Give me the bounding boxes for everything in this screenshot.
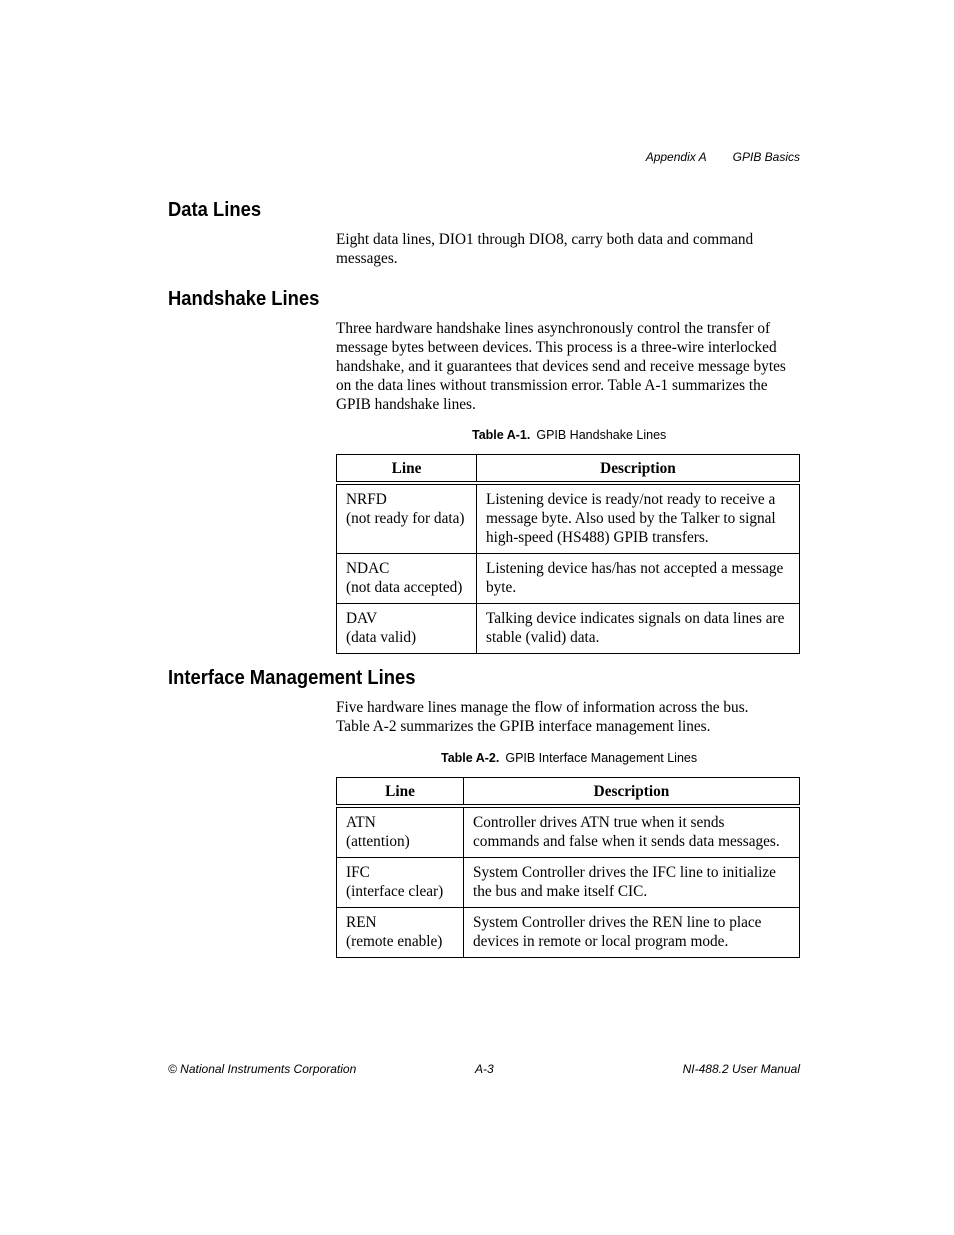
line-expansion: (remote enable) <box>346 933 443 950</box>
table-row <box>337 858 800 908</box>
table-row <box>337 483 800 554</box>
header-chapter: Appendix A <box>645 150 707 164</box>
line-cell <box>337 483 477 554</box>
paragraph-interface-management-lines: Five hardware lines manage the flow of information across the bus. Table A-2 summarizes the GPIB interface management lines. <box>336 699 749 735</box>
heading-interface-management-lines: Interface Management Lines <box>168 667 416 689</box>
description-cell: Listening device has/has not accepted a message byte. <box>477 554 800 604</box>
table-handshake-lines <box>336 454 800 654</box>
line-expansion: (not data accepted) <box>346 579 463 596</box>
table-row <box>337 806 800 858</box>
table-header-row <box>337 778 800 807</box>
line-cell <box>337 908 464 958</box>
table2-caption-title: GPIB Interface Management Lines <box>505 751 698 765</box>
table1-caption-title: GPIB Handshake Lines <box>536 428 667 442</box>
table-row <box>337 604 800 654</box>
line-name: ATN <box>346 814 376 831</box>
table-row <box>337 554 800 604</box>
line-name: NDAC <box>346 560 390 577</box>
table-row <box>337 908 800 958</box>
description-cell: System Controller drives the IFC line to initialize the bus and make itself CIC. <box>464 858 800 908</box>
footer-manual-title: NI-488.2 User Manual <box>682 1062 800 1076</box>
line-cell <box>337 604 477 654</box>
line-cell <box>337 806 464 858</box>
footer-page-number: A-3 <box>475 1062 494 1076</box>
line-cell <box>337 554 477 604</box>
col-header-description: Description <box>464 778 800 807</box>
line-cell <box>337 858 464 908</box>
paragraph-handshake-lines: Three hardware handshake lines asynchronously control the transfer of message bytes between devices. This process is a three-wire interlocked handshake, and it guarantees that devices send and receive message bytes on the data lines without transmission error. Table A-1 summarizes the GPIB handshake lines. <box>336 320 786 413</box>
description-cell: Talking device indicates signals on data lines are stable (valid) data. <box>477 604 800 654</box>
description-cell: Listening device is ready/not ready to receive a message byte. Also used by the Talker to signal high-speed (HS488) GPIB transfers. <box>477 483 800 554</box>
description-cell: Controller drives ATN true when it sends commands and false when it sends data messages. <box>464 806 800 858</box>
line-expansion: (attention) <box>346 833 410 850</box>
table-header-row <box>337 455 800 484</box>
table1-caption <box>472 428 666 442</box>
footer-copyright: © National Instruments Corporation <box>168 1062 357 1076</box>
heading-handshake-lines: Handshake Lines <box>168 288 320 310</box>
header-section: GPIB Basics <box>732 150 800 164</box>
line-name: IFC <box>346 864 370 881</box>
col-header-line: Line <box>337 778 464 807</box>
description-cell: System Controller drives the REN line to place devices in remote or local program mode. <box>464 908 800 958</box>
table2-caption <box>441 751 697 765</box>
table1-caption-label: Table A-1. <box>472 428 531 442</box>
col-header-line: Line <box>337 455 477 484</box>
line-name: REN <box>346 914 377 931</box>
line-name: NRFD <box>346 491 387 508</box>
line-expansion: (interface clear) <box>346 883 444 900</box>
table2-caption-label: Table A-2. <box>441 751 500 765</box>
col-header-description: Description <box>477 455 800 484</box>
line-name: DAV <box>346 610 378 627</box>
heading-data-lines: Data Lines <box>168 199 262 221</box>
line-expansion: (data valid) <box>346 629 417 646</box>
running-header <box>646 150 800 164</box>
table-interface-management-lines <box>336 777 800 958</box>
paragraph-data-lines: Eight data lines, DIO1 through DIO8, carry both data and command messages. <box>336 231 754 267</box>
line-expansion: (not ready for data) <box>346 510 465 527</box>
